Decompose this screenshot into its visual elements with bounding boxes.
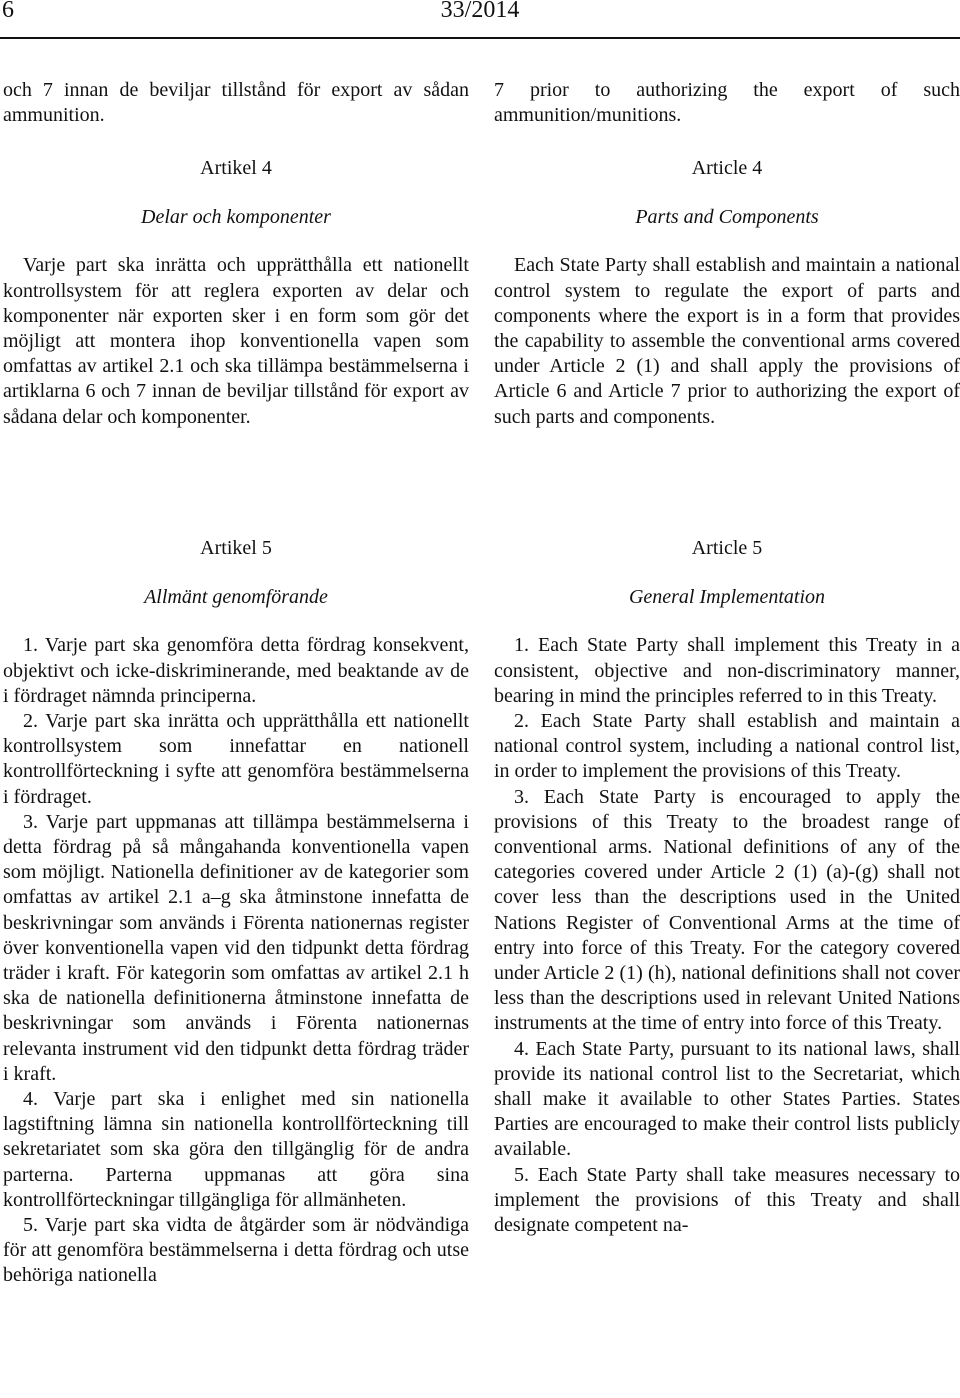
swedish-article5-paragraphs — [3, 633, 469, 1288]
english-article4-body: Each State Party shall establish and maintain a national control system to regulate the export of parts and components where the export is in a form that provides the capability to assemble the conventional arms covered under Article 2 (1) and shall apply the provisions of Article 6 and Article 7 prior to authorizing the export of such parts and components. — [494, 254, 960, 428]
swedish-article4-heading: Artikel 4 — [200, 157, 272, 179]
english-article4 — [494, 156, 960, 430]
swedish-intro-text: och 7 innan de beviljar tillstånd för export av sådan ammunition. — [3, 79, 469, 127]
english-article5-paragraph-3: 3. Each State Party is encouraged to apply the provisions of this Treaty to the broadest range of conventional arms. National definitions of any of the categories covered under Article 2 (1) (a)-(g) shall not cover less than the descriptions used in the United Nations Register of Conventional Arms at the time of entry into force of this Treaty. For the category covered under Article 2 (1) (h), national definitions shall not cover less than the descriptions used in relevant United Nations instruments at the time of entry into force of this Treaty. — [494, 785, 960, 1035]
swedish-article4-subheading: Delar och komponenter — [141, 206, 331, 229]
english-article5-paragraph-5: 5. Each State Party shall take measures necessary to implement the provisions of this Treaty and shall designate competent na- — [494, 1163, 960, 1237]
header-rule — [0, 37, 960, 39]
swedish-intro-block — [3, 78, 469, 128]
english-article5-paragraph-4: 4. Each State Party, pursuant to its national laws, shall provide its national control list to the Secretariat, which shall make it available to other States Parties. States Parties are encouraged to make their control lists publicly available. — [494, 1037, 960, 1161]
english-article5-heading: Article 5 — [691, 537, 763, 559]
swedish-article4 — [3, 156, 469, 430]
swedish-article5-paragraph-5: 5. Varje part ska vidta de åtgärder som är nödvändiga för att genomföra bestämmelserna i detta fördrag och utse behöriga nationella — [3, 1214, 469, 1287]
page-number: 6 — [2, 0, 14, 23]
page-header — [0, 0, 960, 40]
swedish-article5-paragraph-1: 1. Varje part ska genomföra detta fördrag konsekvent, objektivt och icke-diskriminerande, med beaktande av de i fördraget nämnda principerna. — [3, 634, 469, 707]
english-article4-heading: Article 4 — [691, 157, 763, 179]
swedish-article4-body: Varje part ska inrätta och upprätthålla ett nationellt kontrollsystem för att reglera exporten av delar och komponenter när exporten sker i en form som gör det möjligt att montera ihop konventionella vapen som omfattas av artikel 2.1 och ska tillämpa bestämmelserna i artiklarna 6 och 7 innan de beviljar tillstånd för export av sådana delar och komponenter. — [3, 254, 469, 428]
english-article5 — [494, 536, 960, 1238]
swedish-article5-subheading: Allmänt genomförande — [144, 586, 328, 609]
english-article5-paragraph-2: 2. Each State Party shall establish and maintain a national control system, including a national control list, in order to implement the provisions of this Treaty. — [494, 710, 960, 783]
swedish-article5-paragraph-3: 3. Varje part uppmanas att tillämpa bestämmelserna i detta fördrag på så mångahanda konventionella vapen som möjligt. Nationella definitioner av de kategorier som omfattas av artikel 2.1 a–g ska åtminstone innefatta de beskrivningar som används i Förenta nationernas register över konventionella vapen vid den tidpunkt detta fördrag träder i kraft. För kategorin som omfattas av artikel 2.1 h ska de nationella definitionerna åtminstone innefatta de beskrivningar som används i Förenta nationernas relevanta instrument vid den tidpunkt detta fördrag träder i kraft. — [3, 810, 469, 1085]
swedish-article5 — [3, 536, 469, 1289]
swedish-article5-heading: Artikel 5 — [200, 537, 272, 559]
english-intro-text: 7 prior to authorizing the export of such ammunition/munitions. — [494, 79, 960, 127]
english-article5-subheading: General Implementation — [628, 586, 826, 609]
english-article5-paragraphs — [494, 633, 960, 1238]
swedish-article5-paragraph-2: 2. Varje part ska inrätta och upprätthålla ett nationellt kontrollsystem som innefattar en nationell kontrollförteckning i syfte att genomföra bestämmelserna i fördraget. — [3, 710, 469, 808]
english-intro-block — [494, 78, 960, 128]
swedish-article5-paragraph-4: 4. Varje part ska i enlighet med sin nationella lagstiftning lämna sin nationella kontrollförteckning till sekretariatet som ska göra den tillgänglig för de andra parterna. Parterna uppmanas att göra sina kontrollförteckningar tillgängliga för allmänheten. — [3, 1088, 469, 1211]
english-article5-paragraph-1: 1. Each State Party shall implement this Treaty in a consistent, objective and non-discriminatory manner, bearing in mind the principles referred to in this Treaty. — [494, 634, 960, 707]
issue-number: 33/2014 — [440, 0, 520, 23]
english-article4-subheading: Parts and Components — [635, 206, 819, 229]
